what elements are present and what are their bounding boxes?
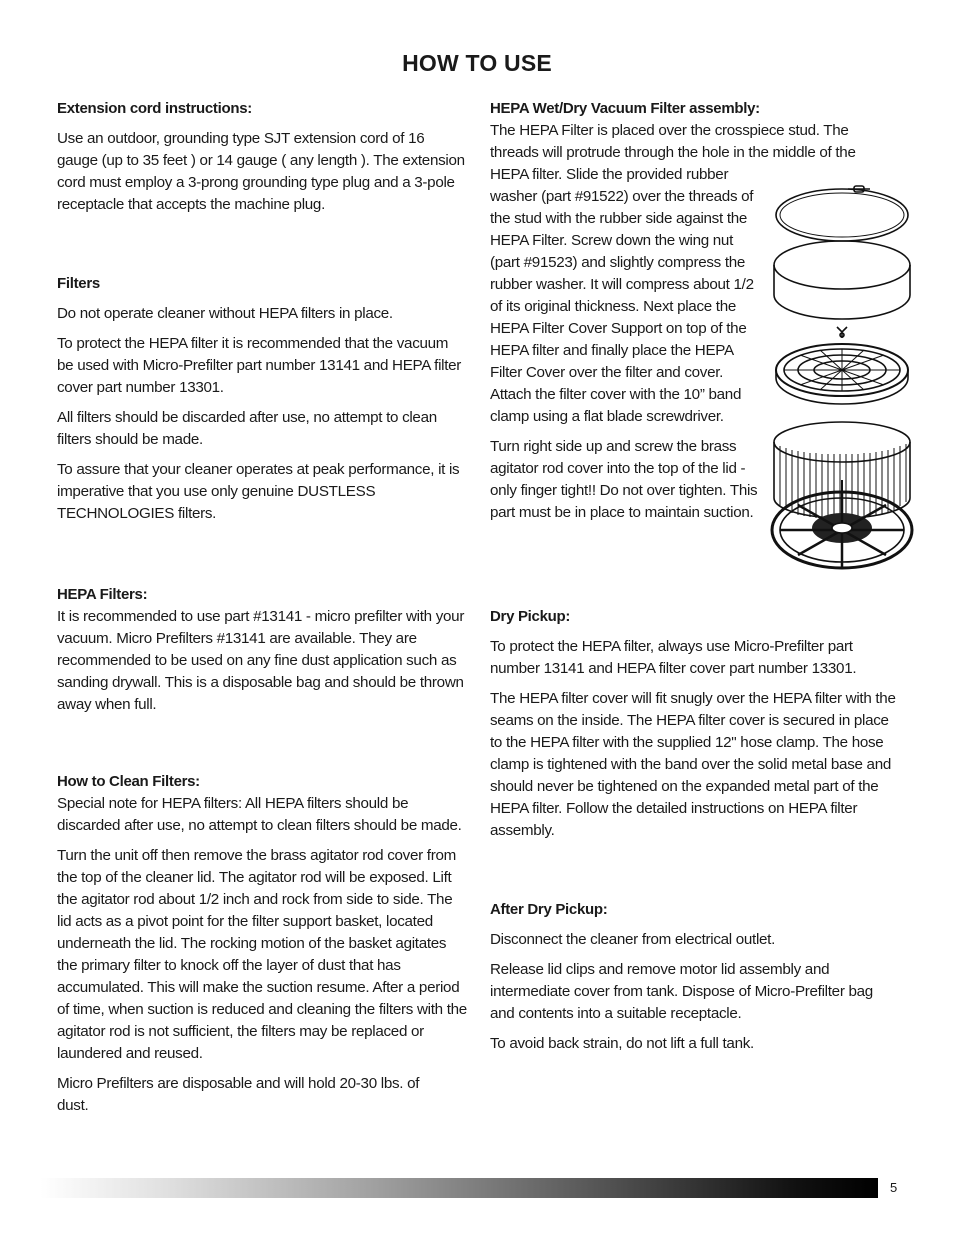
page-title: HOW TO USE bbox=[402, 50, 552, 76]
extension-cord-section bbox=[57, 98, 467, 216]
footer-gradient-bar bbox=[40, 1178, 878, 1198]
filters-text-3: All filters should be discarded after use, no attempt to clean filters should be made. bbox=[57, 409, 437, 448]
filter-cover-part bbox=[774, 241, 910, 319]
filters-text-2: To protect the HEPA filter it is recommended that the vacuum be used with Micro-Prefilter part number 13141 and HEPA filter cover part number 13301. bbox=[57, 335, 462, 396]
page-number: 5 bbox=[890, 1180, 898, 1195]
clean-filters-text-1: Special note for HEPA filters: All HEPA filters should be discarded after use, no attempt to clean filters should be made. bbox=[57, 795, 462, 834]
hepa-filters-section bbox=[57, 584, 467, 716]
filter-assembly-turn: Turn right side up and screw the brass agitator rod cover into the top of the lid - only finger tight!! Do not over tighten. This part must be in place to maintain suction. bbox=[490, 438, 758, 521]
crosspiece-base-part bbox=[772, 492, 912, 568]
clean-filters-text-2: Turn the unit off then remove the brass agitator rod cover from the top of the cleaner lid. The agitator rod will be exposed. Lift the agitator rod about 1/2 inch and rock from side to side. The lid acts as a pivot point for the filter support basket, located underneath the lid. The rocking motion of the basket agitates the primary filter to knock off the layer of dust that has accumulated. This will make the suction resume. After a period of time, when suction is reduced and cleaning the filters with the agitator rod is not sufficient, the filters may be replaced or laundered and reused. bbox=[57, 847, 467, 1062]
cover-support-part bbox=[776, 344, 908, 404]
clean-filters-section bbox=[57, 771, 467, 1117]
band-clamp-part bbox=[776, 186, 908, 241]
wing-nut-part bbox=[837, 327, 847, 338]
dry-pickup-text-2: The HEPA filter cover will fit snugly over the HEPA filter with the seams on the inside. The HEPA filter cover is secured in place to the HEPA filter with the supplied 12" hose clamp. The hose clamp is tightened with the band over the solid metal base and should never be tightened on the expanded metal part of the HEPA filter. Follow the detailed instructions on HEPA filter assembly. bbox=[490, 690, 896, 839]
filters-heading: Filters bbox=[57, 275, 100, 292]
hepa-filters-heading: HEPA Filters: bbox=[57, 586, 148, 603]
clean-filters-heading: How to Clean Filters: bbox=[57, 773, 200, 790]
filter-assembly-heading: HEPA Wet/Dry Vacuum Filter assembly: bbox=[490, 100, 760, 117]
after-dry-pickup-text-2: Release lid clips and remove motor lid assembly and intermediate cover from tank. Dispose of Micro-Prefilter bag and contents into a suitable receptacle. bbox=[490, 961, 873, 1022]
filters-text-1: Do not operate cleaner without HEPA filters in place. bbox=[57, 305, 393, 322]
hepa-filters-text: It is recommended to use part #13141 - micro prefilter with your vacuum. Micro Prefilters #13141 are available. They are recommended to be used on any fine dust application such as sanding drywall. This is a disposable bag and should be thrown away when full. bbox=[57, 608, 465, 713]
dry-pickup-section bbox=[490, 606, 900, 842]
extension-cord-heading: Extension cord instructions: bbox=[57, 100, 252, 117]
after-dry-pickup-text-1: Disconnect the cleaner from electrical outlet. bbox=[490, 931, 776, 948]
after-dry-pickup-section bbox=[490, 899, 900, 1055]
dry-pickup-heading: Dry Pickup: bbox=[490, 608, 571, 625]
extension-cord-text: Use an outdoor, grounding type SJT extension cord of 16 gauge (up to 35 feet ) or 14 gauge ( any length ). The extension cord must employ a 3-prong grounding type plug and a 3-pole receptacle that accepts the machine plug. bbox=[57, 130, 465, 213]
filter-assembly-steps: washer (part #91522) over the threads of the stud with the rubber side against the HEPA Filter. Screw down the wing nut (part #91523) and slightly compress the rubber washer. It will compress about 1/2 of its original thickness. Next place the HEPA Filter Cover Support on top of the HEPA filter and finally place the HEPA Filter Cover over the filter and cover. Attach the filter cover with the 10” band clamp using a flat blade screwdriver. bbox=[490, 188, 754, 425]
clean-filters-text-3: Micro Prefilters are disposable and will hold 20-30 lbs. of dust. bbox=[57, 1075, 420, 1114]
filter-assembly-illustration bbox=[770, 180, 918, 580]
dry-pickup-text-1: To protect the HEPA filter, always use Micro-Prefilter part number 13141 and HEPA filter cover part number 13301. bbox=[490, 638, 857, 677]
filter-assembly-intro: The HEPA Filter is placed over the crosspiece stud. The threads will protrude through the hole in the middle of the HEPA filter. Slide the provided rubber bbox=[490, 122, 856, 183]
filters-section bbox=[57, 273, 467, 525]
filters-text-4: To assure that your cleaner operates at peak performance, it is imperative that you use only genuine DUSTLESS TECHNOLOGIES filters. bbox=[57, 461, 460, 522]
after-dry-pickup-heading: After Dry Pickup: bbox=[490, 901, 608, 918]
after-dry-pickup-text-3: To avoid back strain, do not lift a full tank. bbox=[490, 1035, 754, 1052]
